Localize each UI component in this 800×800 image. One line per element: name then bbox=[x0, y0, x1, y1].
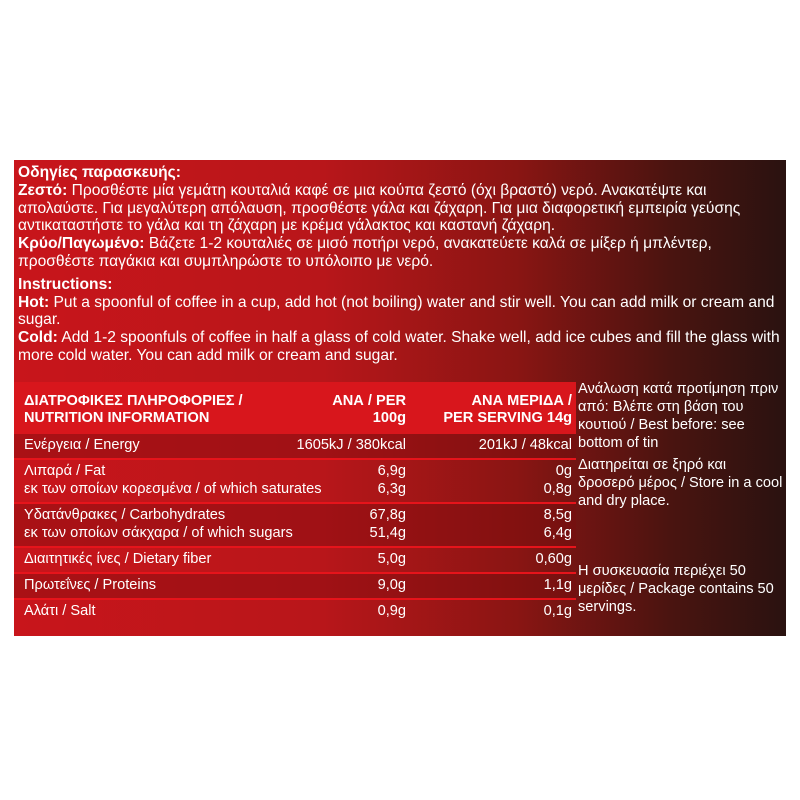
saturates-label: εκ των οποίων κορεσμένα / of which saturates bbox=[24, 481, 322, 497]
header-col2-line1: ΑΝΑ / PER bbox=[332, 393, 406, 409]
header-col1-line2: NUTRITION INFORMATION bbox=[24, 409, 210, 426]
carbs-per100: 67,8g bbox=[369, 507, 406, 523]
greek-cold-instructions bbox=[18, 235, 782, 271]
carbs-label: Υδατάνθρακες / Carbohydrates bbox=[24, 507, 226, 523]
salt-per100: 0,9g bbox=[377, 603, 406, 619]
header-per-serving bbox=[422, 393, 572, 426]
header-col2-line2: 100g bbox=[372, 409, 406, 426]
header-col3-line1: ΑΝΑ ΜΕΡΙΔΑ / bbox=[471, 393, 572, 409]
table-row-salt bbox=[14, 598, 576, 624]
english-hot-key: Hot: bbox=[18, 293, 50, 311]
nutrition-table bbox=[14, 382, 576, 624]
label-panel bbox=[14, 160, 786, 636]
greek-hot-text: Προσθέστε μία γεμάτη κουταλιά καφέ σε μια κούπα ζεστό (όχι βραστό) νερό. Ανακατέψτε και απολαύστε. Για μεγαλύτερη απόλαυση, προσθέστε γάλα και ζάχαρη. Για μια διαφορετική εμπειρία γεύσης αντικαταστήστε το γάλα και τη ζάχαρη με κρέμα γάλακτος και καστανή ζάχαρη. bbox=[18, 181, 741, 235]
protein-per100: 9,0g bbox=[377, 577, 406, 593]
header-col1-line1: ΔΙΑΤΡΟΦΙΚΕΣ ΠΛΗΡΟΦΟΡΙΕΣ / bbox=[24, 393, 243, 409]
energy-label: Ενέργεια / Energy bbox=[24, 437, 140, 453]
greek-instructions-heading: Οδηγίες παρασκευής: bbox=[18, 164, 181, 181]
english-hot-text: Put a spoonful of coffee in a cup, add hot (not boiling) water and stir well. You can add milk or cream and sugar. bbox=[18, 293, 775, 329]
table-row-fat bbox=[14, 458, 576, 502]
package-note: Η συσκευασία περιέχει 50 μερίδες / Package contains 50 servings. bbox=[578, 563, 774, 615]
greek-cold-text: Βάζετε 1-2 κουταλιές σε μισό ποτήρι νερό, ανακατεύετε καλά σε μίξερ ή μπλέντερ, προσθέστε παγάκια και συμπληρώστε το υπόλοιπο με νερό. bbox=[18, 235, 712, 270]
sugars-per100: 51,4g bbox=[369, 525, 406, 541]
english-hot-instructions bbox=[18, 294, 782, 330]
side-notes bbox=[578, 380, 784, 616]
greek-hot-instructions bbox=[18, 182, 782, 235]
saturates-per100: 6,3g bbox=[377, 481, 406, 497]
best-before-note: Ανάλωση κατά προτίμηση πριν από: Βλέπε στη βάση του κουτιού / Best before: see bottom of tin bbox=[578, 381, 779, 451]
preparation-instructions bbox=[18, 164, 782, 365]
fiber-per100: 5,0g bbox=[377, 551, 406, 567]
english-cold-instructions bbox=[18, 329, 782, 365]
salt-serving: 0,1g bbox=[543, 603, 572, 619]
table-row-carbs bbox=[14, 502, 576, 546]
salt-label: Αλάτι / Salt bbox=[24, 603, 96, 619]
header-col3-line2: PER SERVING 14g bbox=[443, 409, 572, 426]
sugars-serving: 6,4g bbox=[543, 525, 572, 541]
storage-note: Διατηρείται σε ξηρό και δροσερό μέρος / Store in a cool and dry place. bbox=[578, 457, 783, 509]
fat-per100: 6,9g bbox=[377, 463, 406, 479]
greek-cold-key: Κρύο/Παγωμένο: bbox=[18, 235, 145, 253]
table-row-fiber bbox=[14, 546, 576, 572]
table-row-protein bbox=[14, 572, 576, 598]
protein-label: Πρωτεΐνες / Proteins bbox=[24, 577, 157, 593]
carbs-serving: 8,5g bbox=[543, 507, 572, 523]
protein-serving: 1,1g bbox=[543, 577, 572, 593]
fat-label: Λιπαρά / Fat bbox=[24, 463, 106, 479]
header-per-100g bbox=[296, 393, 406, 426]
fiber-serving: 0,60g bbox=[535, 551, 572, 567]
header-nutrition-info bbox=[24, 393, 324, 426]
english-instructions-heading: Instructions: bbox=[18, 275, 113, 293]
fat-serving: 0g bbox=[555, 463, 572, 479]
nutrition-table-header bbox=[14, 382, 576, 434]
sugars-label: εκ των οποίων σάκχαρα / of which sugars bbox=[24, 525, 293, 541]
fiber-label: Διαιτητικές ίνες / Dietary fiber bbox=[24, 551, 212, 567]
greek-hot-key: Ζεστό: bbox=[18, 181, 68, 199]
english-cold-text: Add 1-2 spoonfuls of coffee in half a glass of cold water. Shake well, add ice cubes and fill the glass with more cold water. You can add milk or cream and sugar. bbox=[18, 329, 780, 364]
energy-serving: 201kJ / 48kcal bbox=[478, 437, 572, 453]
energy-per100: 1605kJ / 380kcal bbox=[296, 437, 406, 453]
table-row-energy bbox=[14, 434, 576, 458]
saturates-serving: 0,8g bbox=[543, 481, 572, 497]
english-cold-key: Cold: bbox=[18, 329, 58, 347]
